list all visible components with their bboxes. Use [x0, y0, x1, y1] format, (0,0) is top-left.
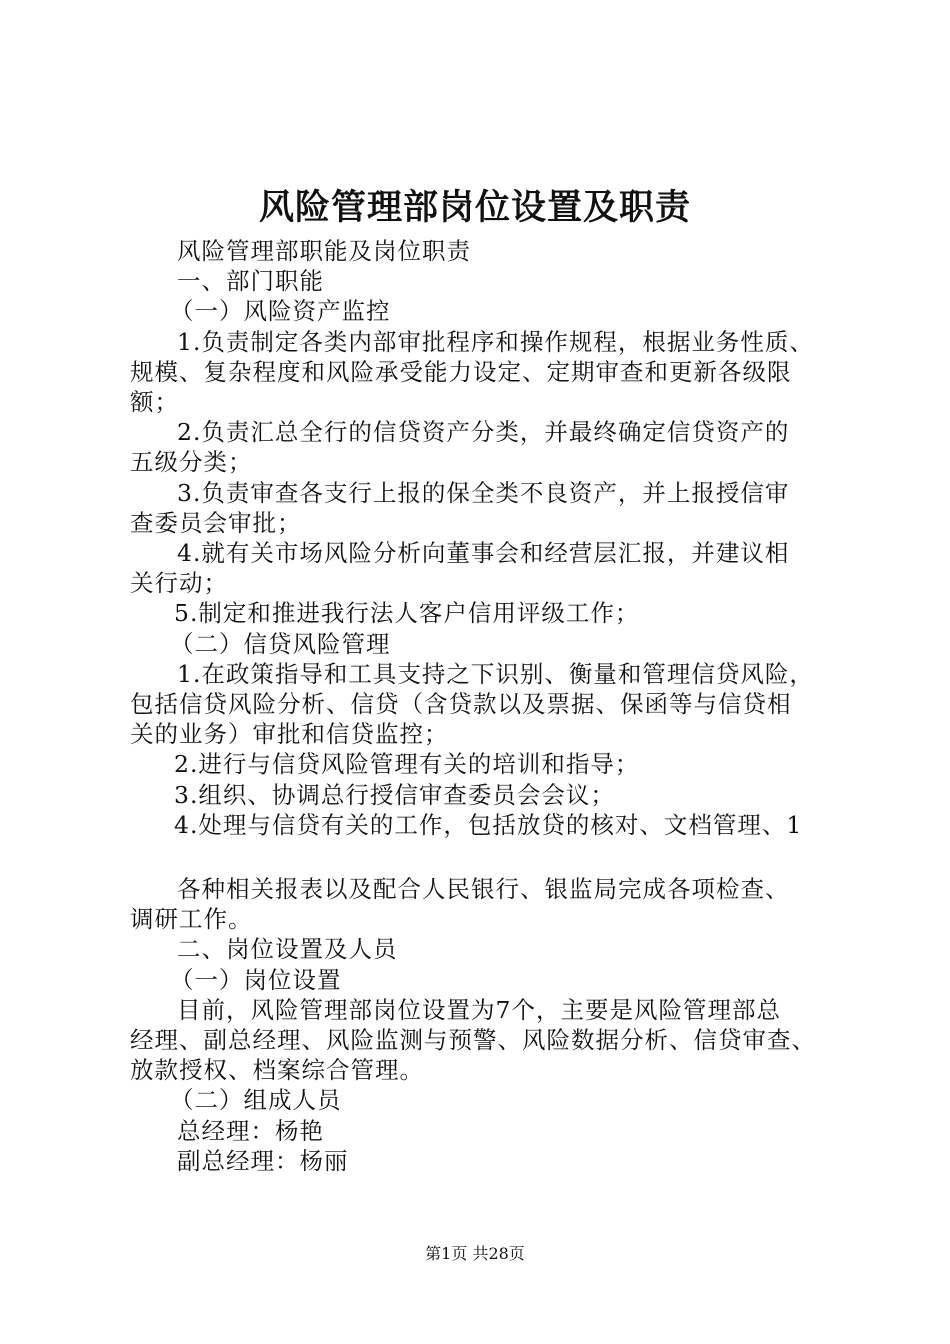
subsection-heading: （一）风险资产监控: [170, 297, 391, 326]
paragraph-line: 查委员会审批；: [130, 508, 302, 537]
paragraph-line: 3.组织、协调总行授信审查委员会会议；: [174, 780, 615, 809]
paragraph-line: 3.负责审查各支行上报的保全类不良资产，并上报授信审: [177, 478, 790, 507]
paragraph-line: 1.在政策指导和工具支持之下识别、衡量和管理信贷风险，: [177, 659, 814, 688]
paragraph-line: 2.负责汇总全行的信贷资产分类，并最终确定信贷资产的: [177, 418, 790, 447]
document-body: [130, 236, 860, 1176]
page-footer: 第1页 共28页: [425, 1244, 525, 1263]
paragraph-line: 4.就有关市场风险分析向董事会和经营层汇报，并建议相: [177, 539, 790, 568]
paragraph-line: 经理、副总经理、风险监测与预警、风险数据分析、信贷审查、: [130, 1026, 816, 1055]
paragraph-line: 4.处理与信贷有关的工作，包括放贷的核对、文档管理、1: [174, 810, 803, 839]
document-title: 风险管理部岗位设置及职责: [258, 187, 691, 228]
paragraph-line: 包括信贷风险分析、信贷（含贷款以及票据、保函等与信贷相: [130, 690, 792, 719]
paragraph-line: 放款授权、档案综合管理。: [130, 1056, 424, 1085]
staff-line: 总经理：杨艳: [177, 1116, 324, 1145]
paragraph-line: 5.制定和推进我行法人客户信用评级工作；: [174, 599, 640, 628]
paragraph-line: 各种相关报表以及配合人民银行、银监局完成各项检查、: [177, 875, 790, 904]
paragraph-line: 调研工作。: [130, 905, 253, 934]
section-heading: 一、部门职能: [177, 267, 324, 296]
subtitle-line: 风险管理部职能及岗位职责: [177, 237, 471, 265]
paragraph-line: 关行动；: [130, 569, 228, 598]
subsection-heading: （一）岗位设置: [170, 965, 342, 994]
paragraph-line: 额；: [130, 388, 179, 417]
paragraph-line: 1.负责制定各类内部审批程序和操作规程，根据业务性质、: [177, 327, 814, 356]
paragraph-line: 规模、复杂程度和风险承受能力设定、定期审查和更新各级限: [130, 357, 792, 386]
subsection-heading: （二）信贷风险管理: [170, 629, 391, 658]
subsection-heading: （二）组成人员: [170, 1086, 342, 1115]
page-break-gap: [130, 840, 860, 874]
section-heading: 二、岗位设置及人员: [177, 935, 398, 964]
paragraph-line: 五级分类；: [130, 448, 253, 477]
paragraph-line: 目前，风险管理部岗位设置为7个，主要是风险管理部总: [177, 995, 781, 1024]
staff-line: 副总经理：杨丽: [177, 1146, 349, 1175]
paragraph-line: 2.进行与信贷风险管理有关的培训和指导；: [174, 750, 640, 779]
paragraph-line: 关的业务）审批和信贷监控；: [130, 720, 449, 749]
